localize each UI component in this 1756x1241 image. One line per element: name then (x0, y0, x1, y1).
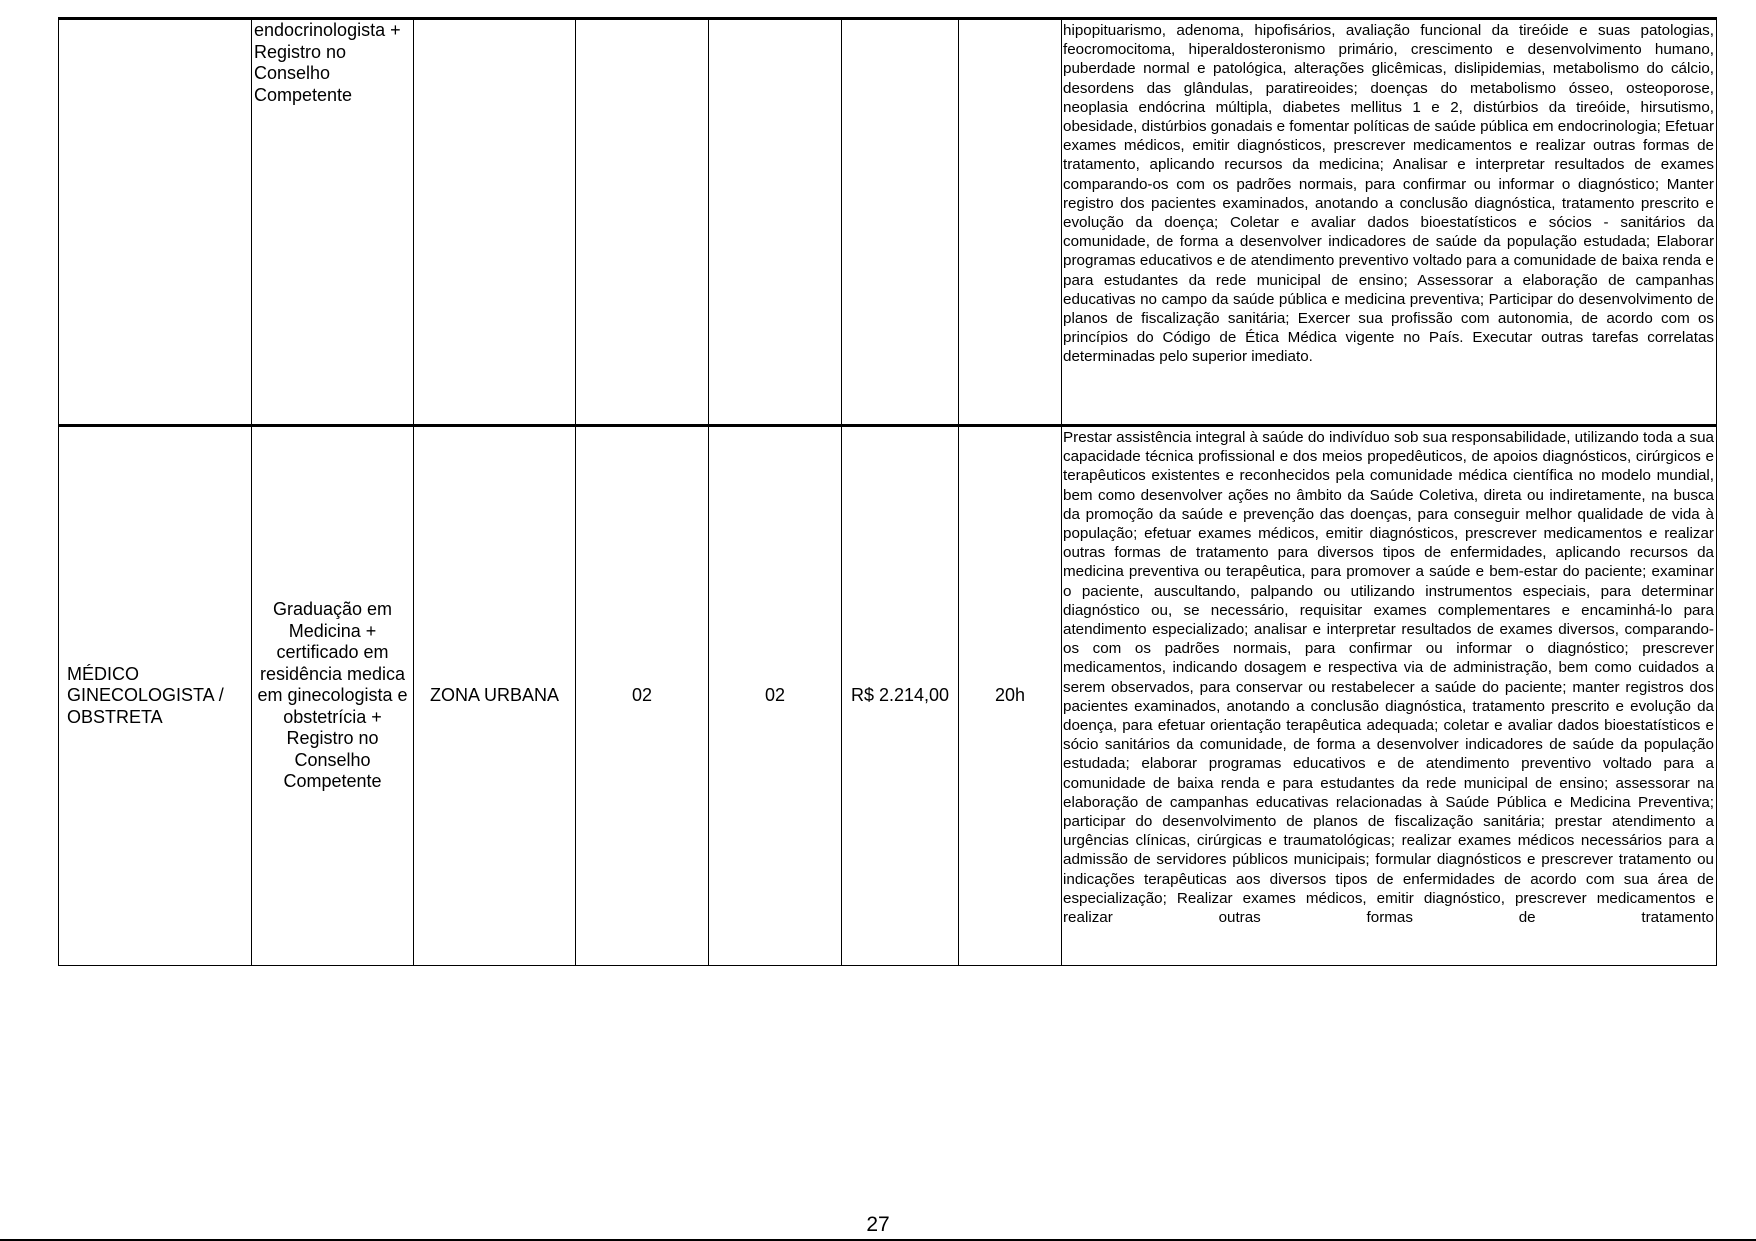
vacancies-cell (576, 19, 709, 426)
requirement-cell: endocrinologista + Registro no Conselho Competente (252, 19, 414, 426)
zone-cell (414, 19, 576, 426)
workload-cell: 20h (959, 426, 1062, 966)
duties-cell: Prestar assistência integral à saúde do indivíduo sob sua responsabilidade, utilizando toda a sua capacidade técnica profissional e dos meios propedêuticos, de apoios diagnósticos, cirúrgicos e terapêuticos existentes e reconhecidos pela comunidade médica científica no modelo mundial, bem como desenvolver ações no âmbito da Saúde Coletiva, direta ou indiretamente, na busca da promoção da saúde e prevenção das doenças, para conseguir melhor qualidade de vida à população; efetuar exames médicos, emitir diagnósticos, prescrever medicamentos e realizar outras formas de tratamento para diversos tipos de enfermidades, aplicando recursos da medicina preventiva ou terapêutica, para promover a saúde e bem-estar do paciente; examinar o paciente, auscultando, palpando ou utilizando instrumentos especiais, para determinar diagnóstico ou, se necessário, requisitar exames complementares e encaminhá-lo para atendimento especializado; analisar e interpretar resultados de exames diversos, comparando-os com os padrões normais, para confirmar ou informar o diagnóstico; prescrever medicamentos, indicando dosagem e respectiva via de administração, bem como cuidados a serem observados, para conservar ou restabelecer a saúde do paciente; manter registros dos pacientes examinados, anotando a conclusão diagnóstica, tratamento prescrito e evolução da doença, para efetuar orientação terapêutica adequada; coletar e avaliar dados bioestatísticos e sócio sanitários da comunidade, de forma a desenvolver indicadores de saúde da população estudada; elaborar programas educativos e de atendimento preventivo voltado para a comunidade de baixa renda e para estudantes da rede municipal de ensino; assessorar na elaboração de campanhas educativas relacionadas à Saúde Pública e Medicina Preventiva; participar do desenvolvimento de planos de fiscalização sanitária; prestar atendimento a urgências clínicas, cirúrgicas e traumatológicas; realizar exames médicos necessários para a admissão de servidores públicos municipais; formular diagnósticos e prescrever tratamento ou indicações terapêuticas aos diversos tipos de enfermidades de acordo com sua área de especialização; Realizar exames médicos, emitir diagnóstico, prescrever medicamentos e realizar outras formas de tratamento (1062, 426, 1717, 966)
total-vacancies-cell: 02 (709, 426, 842, 966)
cargo-cell (59, 19, 252, 426)
vacancies-cell: 02 (576, 426, 709, 966)
salary-cell: R$ 2.214,00 (842, 426, 959, 966)
requirement-cell: Graduação em Medicina + certificado em residência medica em ginecologista e obstetrícia + Registro no Conselho Competente (252, 426, 414, 966)
zone-cell: ZONA URBANA (414, 426, 576, 966)
vacancy-table (58, 17, 1717, 966)
salary-cell (842, 19, 959, 426)
table-row (59, 426, 1717, 966)
total-vacancies-cell (709, 19, 842, 426)
table-row (59, 19, 1717, 426)
workload-cell (959, 19, 1062, 426)
duties-cell: hipopituarismo, adenoma, hipofisários, avaliação funcional da tireóide e suas patologias, feocromocitoma, hiperaldosteronismo primário, crescimento e desenvolvimento humano, puberdade normal e patológica, alterações glicêmicas, dislipidemias, metabolismo do cálcio, desordens das glândulas, paratireoides; doenças do metabolismo ósseo, osteoporose, neoplasia endócrina múltipla, diabetes mellitus 1 e 2, distúrbios da tireóide, hirsutismo, obesidade, distúrbios gonadais e fomentar políticas de saúde pública em endocrinologia; Efetuar exames médicos, emitir diagnósticos, prescrever medicamentos e realizar outras formas de tratamento, aplicando recursos da medicina; Analisar e interpretar resultados de exames comparando-os com os padrões normais, para confirmar ou informar o diagnóstico; Manter registro dos pacientes examinados, anotando a conclusão diagnóstica, tratamento prescrito e evolução da doença; Coletar e avaliar dados bioestatísticos e sócios - sanitários da comunidade, de forma a desenvolver indicadores de saúde da população estudada; Elaborar programas educativos e de atendimento preventivo voltado para a comunidade de baixa renda e para estudantes da rede municipal de ensino; Assessorar a elaboração de campanhas educativas no campo da saúde pública e medicina preventiva; Participar do desenvolvimento de planos de fiscalização sanitária; Exercer sua profissão com autonomia, de acordo com os princípios do Código de Ética Médica vigente no País. Executar outras tarefas correlatas determinadas pelo superior imediato. (1062, 19, 1717, 426)
cargo-cell: MÉDICO GINECOLOGISTA / OBSTRETA (59, 426, 252, 966)
page-number: 27 (866, 1213, 890, 1236)
